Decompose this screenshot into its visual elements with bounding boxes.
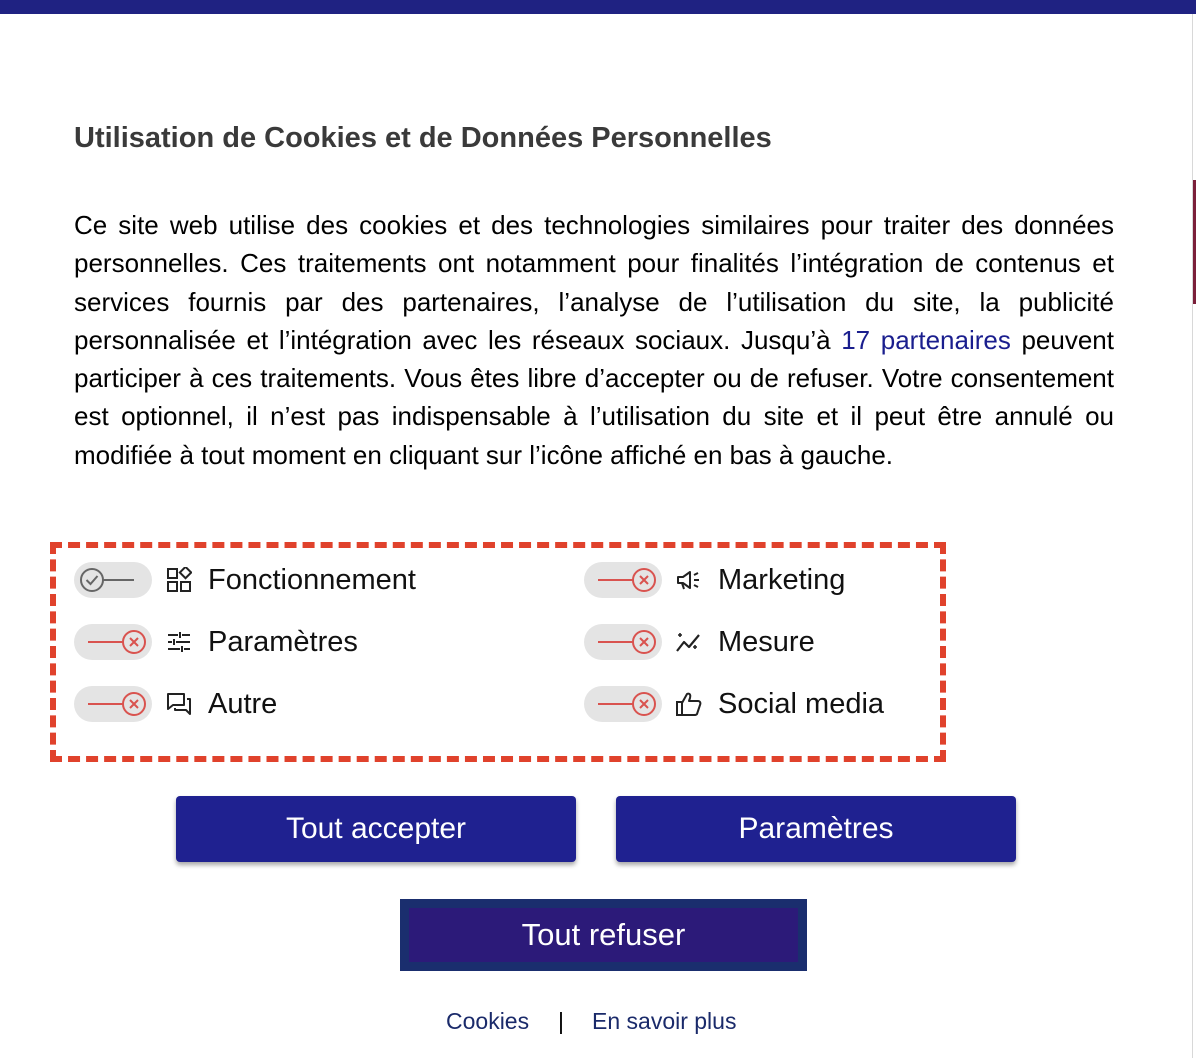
toggle-fonctionnement[interactable] (74, 562, 152, 598)
cookies-link[interactable]: Cookies (446, 1008, 530, 1034)
toggle-social-media[interactable] (584, 686, 662, 722)
cross-icon (74, 624, 152, 660)
dialog-title: Utilisation de Cookies et de Données Personnelles (74, 122, 772, 154)
category-social-media (584, 684, 884, 724)
sliders-icon (164, 627, 194, 657)
description-text-2: peuvent participer à ces traitements. Vous êtes libre d’accepter ou de refuser. Votre consentement est optionnel, il n’est pas indispensable à l’utilisation du site et il peut être annulé ou modifiée à tout moment en cliquant sur l’icône affiché en bas à gauche. (74, 324, 1114, 470)
category-label: Fonctionnement (208, 563, 416, 596)
cross-icon (584, 562, 662, 598)
category-label: Autre (208, 687, 278, 720)
category-label: Mesure (718, 625, 815, 658)
analytics-icon (674, 627, 704, 657)
category-autre (74, 684, 277, 724)
dialog-description (74, 206, 1114, 474)
thumbs-up-icon (674, 689, 704, 719)
top-accent-bar (0, 0, 1196, 14)
accept-all-button[interactable]: Tout accepter (176, 796, 576, 862)
check-icon (74, 562, 152, 598)
learn-more-link[interactable]: En savoir plus (592, 1008, 737, 1034)
category-label: Marketing (718, 563, 846, 596)
refuse-all-button[interactable]: Tout refuser (400, 899, 807, 971)
toggle-marketing[interactable] (584, 562, 662, 598)
consent-categories-highlight (50, 542, 946, 762)
category-label: Paramètres (208, 625, 358, 658)
cross-icon (74, 686, 152, 722)
cross-icon (584, 686, 662, 722)
footer-links (0, 1008, 1196, 1042)
widgets-icon (164, 565, 194, 595)
description-text-1: Ce site web utilise des cookies et des technologies similaires pour traiter des données personnelles. Ces traitements ont notamment pour finalités l’intégration de contenus et services fournis par des partenaires, l’analyse de l’utilisation du site, la publicité personnalisée et l’intégration avec les réseaux sociaux. Jusqu’à (74, 210, 1114, 355)
category-label: Social media (718, 687, 885, 720)
toggle-autre[interactable] (74, 686, 152, 722)
settings-button[interactable]: Paramètres (616, 796, 1016, 862)
category-mesure (584, 622, 815, 662)
partners-link[interactable]: 17 partenaires (841, 324, 1011, 355)
cross-icon (584, 624, 662, 660)
toggle-parametres[interactable] (74, 624, 152, 660)
category-parametres (74, 622, 358, 662)
scrollbar-track (1192, 14, 1193, 1058)
megaphone-icon (674, 565, 704, 595)
toggle-mesure[interactable] (584, 624, 662, 660)
chat-icon (164, 689, 194, 719)
category-marketing (584, 560, 845, 600)
footer-separator: | (558, 1008, 564, 1034)
category-fonctionnement (74, 560, 416, 600)
